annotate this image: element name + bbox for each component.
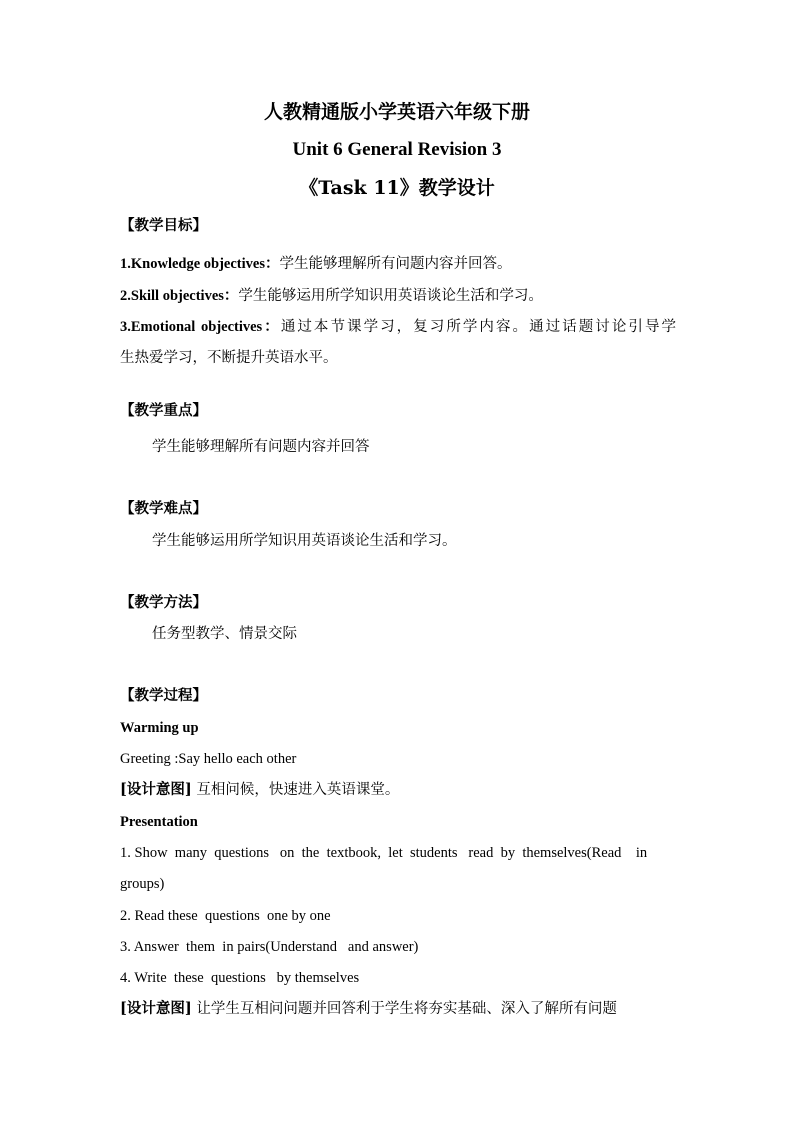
objective-text: 学生能够运用所学知识用英语谈论生活和学习。	[238, 288, 543, 304]
presentation-title: Presentation	[120, 814, 198, 830]
warming-up-title: Warming up	[120, 720, 199, 736]
objective-knowledge	[120, 254, 680, 274]
objective-label: 2.Skill objectives：	[120, 288, 239, 304]
objective-skill	[120, 286, 680, 306]
presentation-intent	[120, 999, 680, 1019]
objective-text: 学生能够理解所有问题内容并回答。	[279, 256, 512, 272]
objective-emotional	[120, 317, 676, 337]
objective-emotional-continued: 生热爱学习，不断提升英语水平。	[120, 350, 338, 366]
presentation-step: 2. Read these questions one by one	[120, 908, 331, 924]
objective-label: 1.Knowledge objectives：	[120, 256, 280, 272]
greeting-line: Greeting :Say hello each other	[120, 751, 297, 767]
objectives-heading: 【教学目标】	[120, 217, 207, 234]
process-heading: 【教学过程】	[120, 687, 207, 704]
presentation-step: 4. Write these questions by themselves	[120, 970, 360, 986]
intent-text: 互相问候，快速进入英语课堂。	[191, 782, 400, 798]
objective-text: 通过本节课学习，复习所学内容。通过话题讨论引导学	[280, 319, 676, 335]
difficulties-text: 学生能够运用所学知识用英语谈论生活和学习。	[152, 533, 457, 549]
warming-up-intent	[120, 780, 680, 800]
objective-label: 3.Emotional objectives：	[120, 319, 281, 335]
key-points-text: 学生能够理解所有问题内容并回答	[152, 439, 370, 455]
document-title: 人教精通版小学英语六年级下册	[263, 101, 530, 123]
presentation-step: 3. Answer them in pairs(Understand and answer)	[120, 939, 419, 955]
intent-text: 让学生互相问问题并回答利于学生将夯实基础、深入了解所有问题	[191, 1001, 617, 1017]
intent-label: [设计意图]	[120, 781, 192, 798]
presentation-step: groups)	[120, 876, 165, 892]
methods-heading: 【教学方法】	[120, 594, 207, 611]
difficulties-heading: 【教学难点】	[120, 500, 207, 517]
unit-title: Unit 6 General Revision 3	[292, 139, 502, 160]
task-title: 《Task 11》教学设计	[299, 177, 495, 199]
key-points-heading: 【教学重点】	[120, 402, 207, 419]
methods-text: 任务型教学、情景交际	[152, 626, 297, 642]
presentation-step: 1. Show many questions on the textbook, let students read by themselves(Read in	[120, 845, 648, 861]
intent-label: [设计意图]	[120, 1000, 192, 1017]
